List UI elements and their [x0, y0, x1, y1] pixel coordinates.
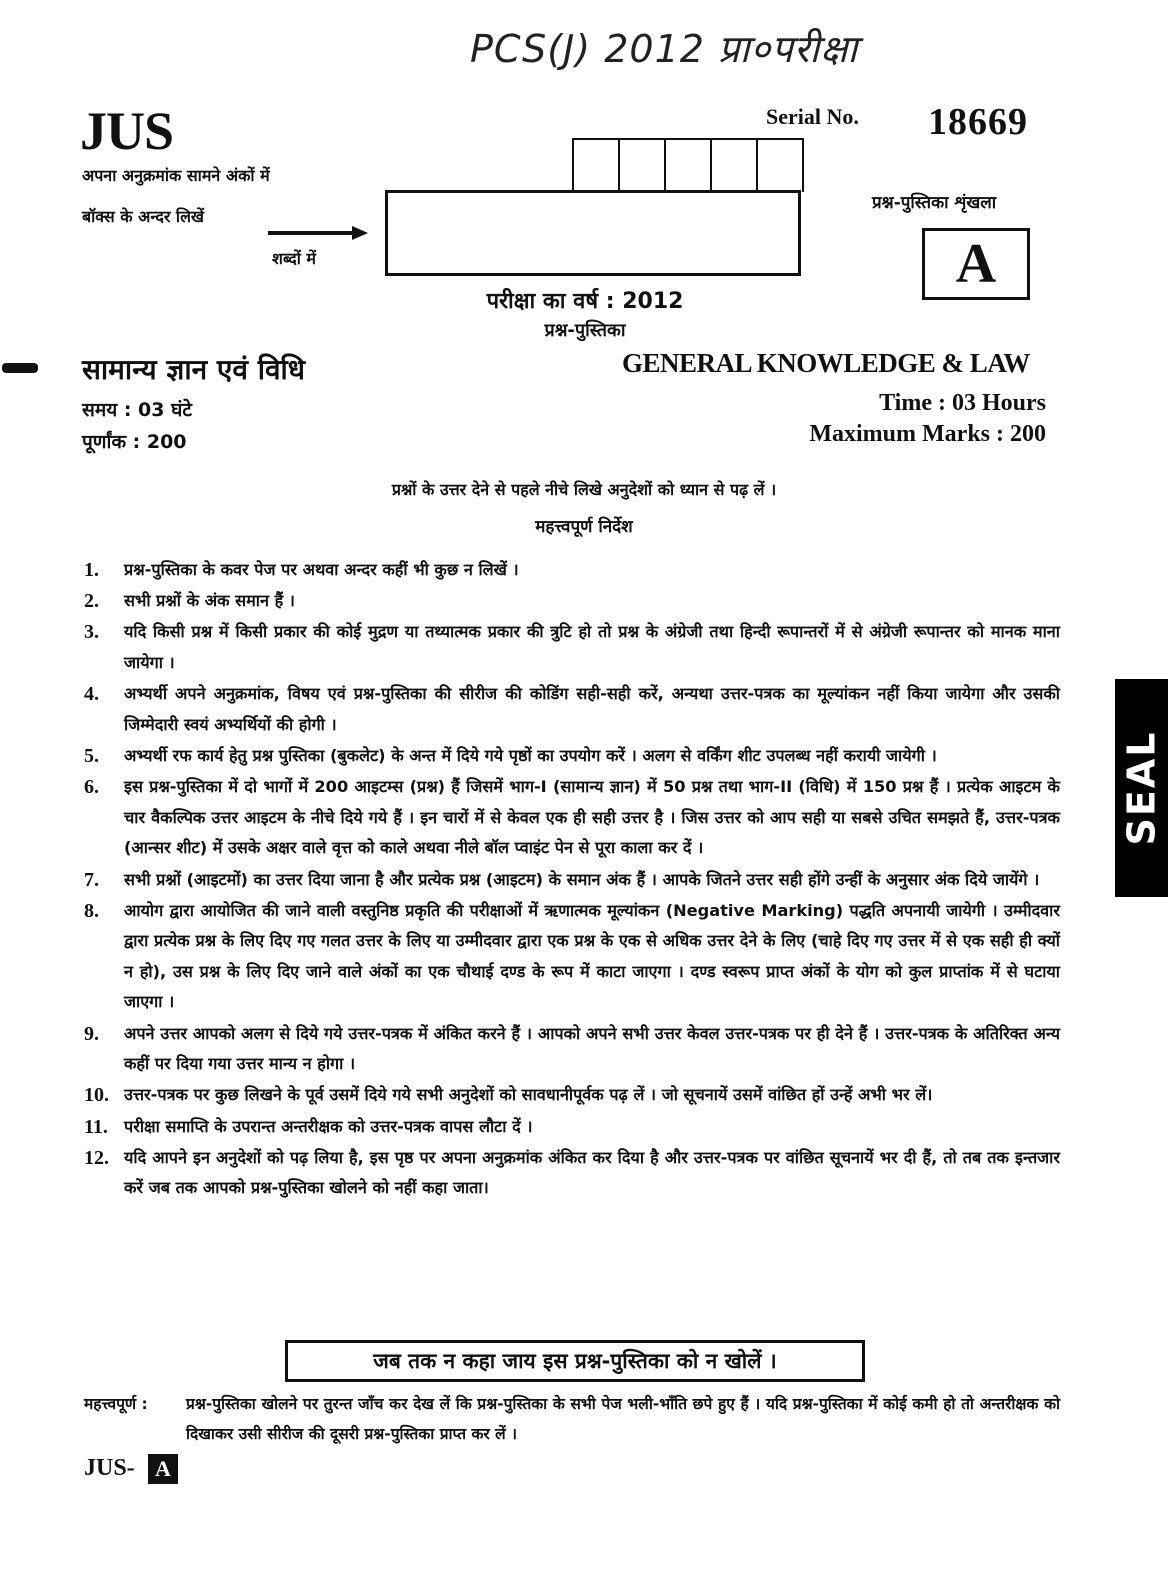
instruction-text: अभ्यर्थी रफ कार्य हेतु प्रश्न पुस्तिका (बुकलेट) के अन्त में दिये गये पृष्ठों का उपयोग करें । अलग से वर्किंग शीट उपलब्ध नहीं करायी जायेगी । — [124, 745, 937, 765]
instruction-number: 1. — [84, 559, 99, 581]
exam-year: परीक्षा का वर्ष : 2012 — [486, 289, 684, 314]
read-instructions-notice: प्रश्नों के उत्तर देने से पहले नीचे लिखे अनुदेशों को ध्यान से पढ़ लें । — [391, 480, 777, 499]
instruction-item — [84, 741, 1060, 772]
instruction-text: सभी प्रश्नों (आइटमों) का उत्तर दिया जाना है और प्रत्येक प्रश्न (आइटम) के समान अंक हैं । आपके जितने उत्तर सही होंगे उन्हीं के अनुसार अंक दिये जायेंगे । — [124, 869, 1040, 889]
booklet-label: प्रश्न-पुस्तिका — [544, 320, 626, 341]
seal-tab[interactable] — [1115, 679, 1168, 897]
do-not-open-notice: जब तक न कहा जाय इस प्रश्न-पुस्तिका को न खोलें । — [285, 1340, 865, 1382]
instruction-number: 12. — [84, 1146, 109, 1169]
instruction-text: अपने उत्तर आपको अलग से दिये गये उत्तर-पत्रक में अंकित करने हैं । आपको अपने सभी उत्तर केवल उत्तर-पत्रक पर ही देने हैं । उत्तर-पत्रक के अतिरिक्त अन्य कहीं पर दिया गया उत्तर मान्य न होगा । — [124, 1023, 1060, 1074]
instruction-item — [84, 896, 1060, 1018]
series-box: A — [922, 228, 1030, 300]
footer-booklet-code: JUS- — [84, 1455, 135, 1481]
roll-number-words-box[interactable] — [385, 190, 801, 276]
instruction-number: 8. — [84, 899, 99, 922]
roll-instruction-line2: बॉक्स के अन्दर लिखें — [82, 207, 205, 226]
instruction-number: 6. — [84, 776, 99, 799]
series-label: प्रश्न-पुस्तिका शृंखला — [872, 193, 997, 213]
serial-label: Serial No. — [766, 104, 859, 129]
roll-number-digit-boxes[interactable] — [572, 138, 804, 192]
instruction-item — [84, 617, 1060, 678]
instruction-text: प्रश्न-पुस्तिका के कवर पेज पर अथवा अन्दर कहीं भी कुछ न लिखें । — [124, 560, 519, 579]
instruction-text: यदि आपने इन अनुदेशों को पढ़ लिया है, इस पृष्ठ पर अपना अनुक्रमांक अंकित कर दिया है और उत्तर-पत्रक पर वांछित सूचनायें भर दी हैं, तो तब तक इन्तजार करें जब तक आपको प्रश्न-पुस्तिका खोलने को नहीं कहा जाता। — [124, 1147, 1060, 1198]
footer-series-badge: A — [148, 1454, 178, 1484]
words-label: शब्दों में — [272, 249, 316, 268]
scan-mark — [2, 363, 38, 373]
instruction-number: 10. — [84, 1084, 109, 1107]
instruction-number: 9. — [84, 1022, 99, 1045]
arrow-right-icon — [268, 226, 368, 240]
marks-english: Maximum Marks : 200 — [809, 421, 1046, 447]
instruction-text: इस प्रश्न-पुस्तिका में दो भागों में 200 आइटम्स (प्रश्न) हैं जिसमें भाग-I (सामान्य ज्ञान) में 50 प्रश्न तथा भाग-II (विधि) में 150 प्रश्न हैं । प्रत्येक आइटम के चार वैकल्पिक उत्तर आइटम के नीचे दिये गये हैं । इन चारों में से केवल एक ही सही उत्तर है । जिस उत्तर को आप सही या सबसे उचित समझते हैं, उत्तर-पत्रक (आन्सर शीट) में उसके अक्षर वाले वृत्त को काले अथवा नीले बॉल प्वाइंट पेन से पूरा काला कर दें । — [124, 777, 1060, 858]
instruction-text: यदि किसी प्रश्न में किसी प्रकार की कोई मुद्रण या तथ्यात्मक प्रकार की त्रुटि हो तो प्रश्न के अंग्रेजी तथा हिन्दी रूपान्तरों में से अंग्रेजी रूपान्तर को मानक माना जायेगा । — [124, 622, 1060, 672]
instruction-text: आयोग द्वारा आयोजित की जाने वाली वस्तुनिष्ठ प्रकृति की परीक्षाओं में ऋणात्मक मूल्यांकन (Negative Marking) पद्धति अपनायी जायेगी । उम्मीदवार द्वारा प्रत्येक प्रश्न के लिए दिए गए गलत उत्तर के लिए या उम्मीदवार द्वारा एक प्रश्न के एक से अधिक उत्तर देने के लिए (चाहे दिए गए उत्तर में से एक सही ही क्यों न हो), उस प्रश्न के लिए दिए जाने वाले अंकों का एक चौथाई दण्ड के रूप में काटा जाएगा । दण्ड स्वरूप प्राप्त अंकों के योग को कुल प्राप्तांक में से घटाया जाएगा । — [124, 900, 1060, 1012]
roll-instruction-line1: अपना अनुक्रमांक सामने अंकों में — [82, 166, 270, 185]
handwritten-note: PCS(J) 2012 प्रा०परीक्षा — [470, 27, 859, 71]
instructions-list — [84, 555, 1060, 1205]
instruction-item — [84, 679, 1060, 740]
subject-english: GENERAL KNOWLEDGE & LAW — [622, 348, 1030, 378]
roll-digit-box[interactable] — [620, 140, 666, 192]
subject-hindi: सामान्य ज्ञान एवं विधि — [82, 353, 306, 386]
instruction-text: सभी प्रश्नों के अंक समान हैं । — [124, 591, 295, 611]
instruction-number: 11. — [84, 1115, 108, 1138]
roll-digit-box[interactable] — [758, 140, 802, 192]
roll-digit-box[interactable] — [666, 140, 712, 192]
instruction-number: 5. — [84, 744, 99, 767]
instruction-number: 7. — [84, 868, 99, 891]
instruction-item — [84, 1080, 1060, 1111]
instruction-item — [84, 865, 1060, 896]
instruction-text: अभ्यर्थी अपने अनुक्रमांक, विषय एवं प्रश्न-पुस्तिका की सीरीज की कोडिंग सही-सही करें, अन्यथा उत्तर-पत्रक का मूल्यांकन नहीं किया जायेगा और उसकी जिम्मेदारी स्वयं अभ्यर्थियों की होगी । — [124, 684, 1060, 734]
instruction-text: परीक्षा समाप्ति के उपरान्त अन्तरीक्षक को उत्तर-पत्रक वापस लौटा दें । — [124, 1116, 533, 1136]
instruction-number: 4. — [84, 683, 99, 706]
booklet-code: JUS — [80, 101, 174, 161]
instruction-number: 2. — [84, 590, 99, 613]
important-label: महत्त्वपूर्ण : — [84, 1395, 148, 1413]
important-text: प्रश्न-पुस्तिका खोलने पर तुरन्त जाँच कर देख लें कि प्रश्न-पुस्तिका के सभी पेज भली-भाँति छपे हुए हैं । यदि प्रश्न-पुस्तिका में कोई कमी हो तो अन्तरीक्षक को दिखाकर उसी सीरीज की दूसरी प्रश्न-पुस्तिका प्राप्त कर लें । — [186, 1395, 1060, 1443]
instruction-number: 3. — [84, 621, 99, 644]
instruction-item — [84, 772, 1060, 864]
instructions-heading: महत्त्वपूर्ण निर्देश — [535, 517, 633, 537]
roll-digit-box[interactable] — [574, 140, 620, 192]
instruction-item — [84, 586, 1060, 617]
instruction-text: उत्तर-पत्रक पर कुछ लिखने के पूर्व उसमें दिये गये सभी अनुदेशों को सावधानीपूर्वक पढ़ लें । जो सूचनायें उसमें वांछित हों उन्हें अभी भर लें। — [124, 1085, 933, 1105]
marks-hindi: पूर्णांक : 200 — [82, 431, 187, 453]
roll-digit-box[interactable] — [712, 140, 758, 192]
instruction-item — [84, 1143, 1060, 1204]
instruction-item — [84, 1019, 1060, 1080]
instruction-item — [84, 555, 1060, 586]
seal-label: SEAL — [1119, 730, 1164, 846]
time-hindi: समय : 03 घंटे — [82, 399, 192, 421]
time-english: Time : 03 Hours — [879, 390, 1046, 416]
instruction-item — [84, 1112, 1060, 1143]
serial-number: 18669 — [928, 101, 1028, 143]
